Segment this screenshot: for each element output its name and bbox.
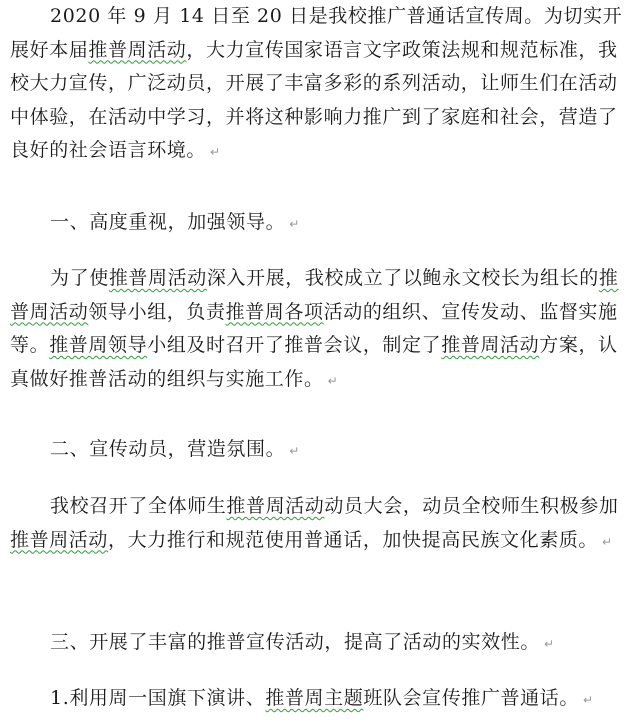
paragraph-text: 深入开展，我校成立了以鲍永文校长为组长的 <box>206 267 599 289</box>
paragraph-text: 方案，认真做好推普活动的组织与实施工作。 <box>10 334 618 390</box>
heading-section-2 <box>10 433 634 469</box>
paragraph-text: 领导小组，负责 <box>88 300 226 323</box>
paragraph-mark-icon: ↵ <box>602 534 613 549</box>
paragraph-text: 二、宣传动员，营造氛围。 <box>50 438 286 460</box>
paragraph-text: 一、高度重视，加强领导。 <box>50 211 286 233</box>
paragraph-text: 班队会宣传推广普通话。 <box>363 687 579 709</box>
grammar-flagged-text: 推普周活动 <box>88 38 187 61</box>
paragraph-mark-icon: ↵ <box>289 444 300 458</box>
grammar-flagged-text: 推普周主题 <box>265 687 364 709</box>
grammar-flagged-text: 推普周各项 <box>225 300 324 323</box>
paragraph-text: 2020 年 9 月 14 日至 20 日是我校推广普通话宣传周。为切实开展好本届 <box>10 5 623 61</box>
paragraph-text: 1.利用周一国旗下演讲、 <box>50 687 266 709</box>
heading-section-1 <box>10 206 634 242</box>
paragraph-text: 小组及时召开了推普会议，制定了 <box>147 334 442 356</box>
paragraph-mark-icon: ↵ <box>582 693 594 707</box>
heading-section-3 <box>10 626 634 662</box>
paragraph-mark-icon: ↵ <box>210 145 221 159</box>
paragraph-intro <box>10 0 634 170</box>
paragraph-text: 我校召开了全体师生 <box>50 495 227 517</box>
paragraph-mark-icon: ↵ <box>544 637 555 651</box>
paragraph-section-2 <box>10 490 634 559</box>
grammar-flagged-text: 推普周活动 <box>441 334 540 356</box>
grammar-flagged-text: 推普周活动 <box>226 495 325 517</box>
paragraph-text: ，大力宣传国家语言文字政策法规和规范标准，我校大力宣传，广泛动员，开展了丰富多彩的系列活动，让师生们在活动中体验，在活动中学习，并将这种影响力推广到了家庭和社会，营造了良好的社会语言环境。 <box>10 38 618 161</box>
paragraph-text: 为了使 <box>50 267 109 289</box>
paragraph-text: 三、开展了丰富的推普宣传活动，提高了活动的实效性。 <box>50 631 541 653</box>
paragraph-text: 活动的组织、宣传发动、监督实施等。 <box>10 300 618 356</box>
paragraph-text: ，大力推行和规范使用普通话，加快提高民族文化素质。 <box>108 528 599 551</box>
grammar-flagged-text: 推普周活动 <box>10 267 619 323</box>
paragraph-mark-icon: ↵ <box>289 217 300 231</box>
paragraph-section-1 <box>10 262 634 398</box>
list-item-1 <box>10 682 634 718</box>
grammar-flagged-text: 推普周活动 <box>108 267 207 289</box>
paragraph-text: 动员大会，动员全校师生积极参加 <box>324 495 619 517</box>
paragraph-mark-icon: ↵ <box>327 373 338 388</box>
grammar-flagged-text: 推普周活动 <box>10 528 109 551</box>
grammar-flagged-text: 推普周领导 <box>49 334 148 356</box>
